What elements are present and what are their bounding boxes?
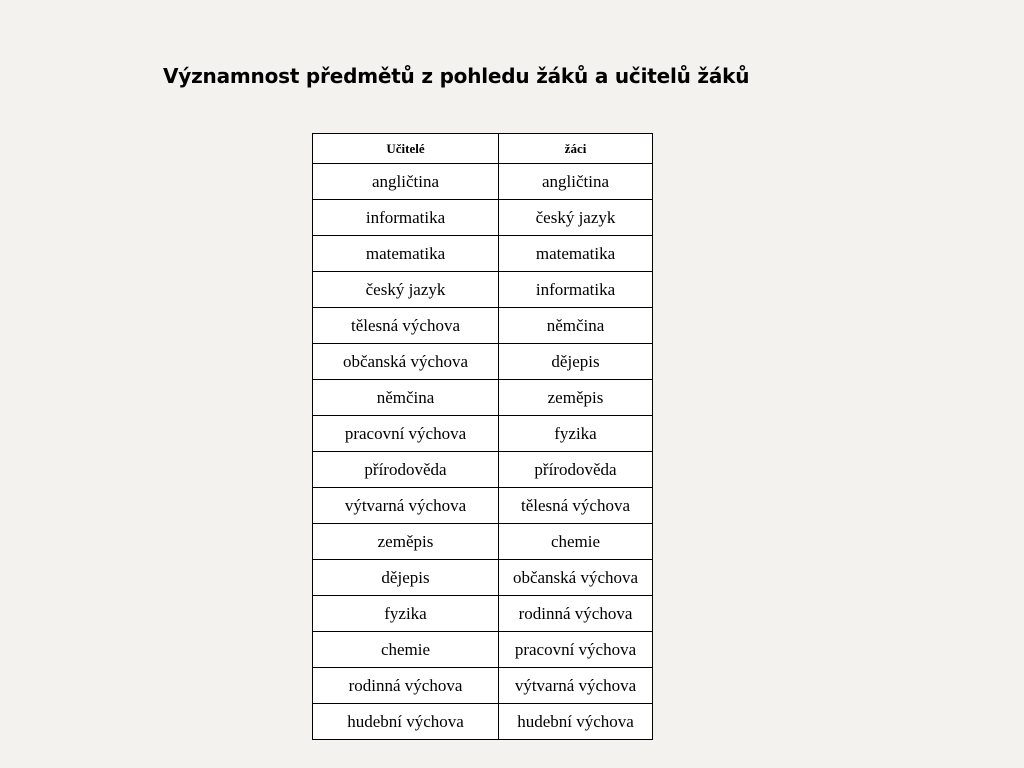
teacher-subject-cell: rodinná výchova (313, 668, 499, 704)
student-subject-cell: dějepis (499, 344, 653, 380)
teacher-subject-cell: matematika (313, 236, 499, 272)
table-body (313, 164, 653, 740)
column-header-students: žáci (499, 134, 653, 164)
table-row (313, 632, 653, 668)
teacher-subject-cell: chemie (313, 632, 499, 668)
column-header-teachers: Učitelé (313, 134, 499, 164)
teacher-subject-cell: občanská výchova (313, 344, 499, 380)
student-subject-cell: angličtina (499, 164, 653, 200)
table-row (313, 488, 653, 524)
student-subject-cell: informatika (499, 272, 653, 308)
student-subject-cell: hudební výchova (499, 704, 653, 740)
table-row (313, 524, 653, 560)
student-subject-cell: rodinná výchova (499, 596, 653, 632)
student-subject-cell: tělesná výchova (499, 488, 653, 524)
table-row (313, 272, 653, 308)
teacher-subject-cell: tělesná výchova (313, 308, 499, 344)
teacher-subject-cell: zeměpis (313, 524, 499, 560)
table-row (313, 344, 653, 380)
student-subject-cell: občanská výchova (499, 560, 653, 596)
student-subject-cell: fyzika (499, 416, 653, 452)
subject-ranking-table (312, 133, 653, 740)
student-subject-cell: zeměpis (499, 380, 653, 416)
table-row (313, 452, 653, 488)
table-row (313, 236, 653, 272)
student-subject-cell: němčina (499, 308, 653, 344)
teacher-subject-cell: angličtina (313, 164, 499, 200)
teacher-subject-cell: informatika (313, 200, 499, 236)
table-row (313, 164, 653, 200)
student-subject-cell: český jazyk (499, 200, 653, 236)
student-subject-cell: výtvarná výchova (499, 668, 653, 704)
student-subject-cell: přírodověda (499, 452, 653, 488)
table-row (313, 416, 653, 452)
table-row (313, 560, 653, 596)
table-header-row (313, 134, 653, 164)
teacher-subject-cell: přírodověda (313, 452, 499, 488)
table-row (313, 668, 653, 704)
student-subject-cell: pracovní výchova (499, 632, 653, 668)
teacher-subject-cell: hudební výchova (313, 704, 499, 740)
table-row (313, 200, 653, 236)
table-row (313, 308, 653, 344)
student-subject-cell: chemie (499, 524, 653, 560)
teacher-subject-cell: dějepis (313, 560, 499, 596)
teacher-subject-cell: český jazyk (313, 272, 499, 308)
teacher-subject-cell: fyzika (313, 596, 499, 632)
teacher-subject-cell: němčina (313, 380, 499, 416)
teacher-subject-cell: pracovní výchova (313, 416, 499, 452)
teacher-subject-cell: výtvarná výchova (313, 488, 499, 524)
table-row (313, 704, 653, 740)
student-subject-cell: matematika (499, 236, 653, 272)
slide-title: Významnost předmětů z pohledu žáků a učitelů žáků (163, 64, 750, 88)
table-row (313, 380, 653, 416)
table-row (313, 596, 653, 632)
